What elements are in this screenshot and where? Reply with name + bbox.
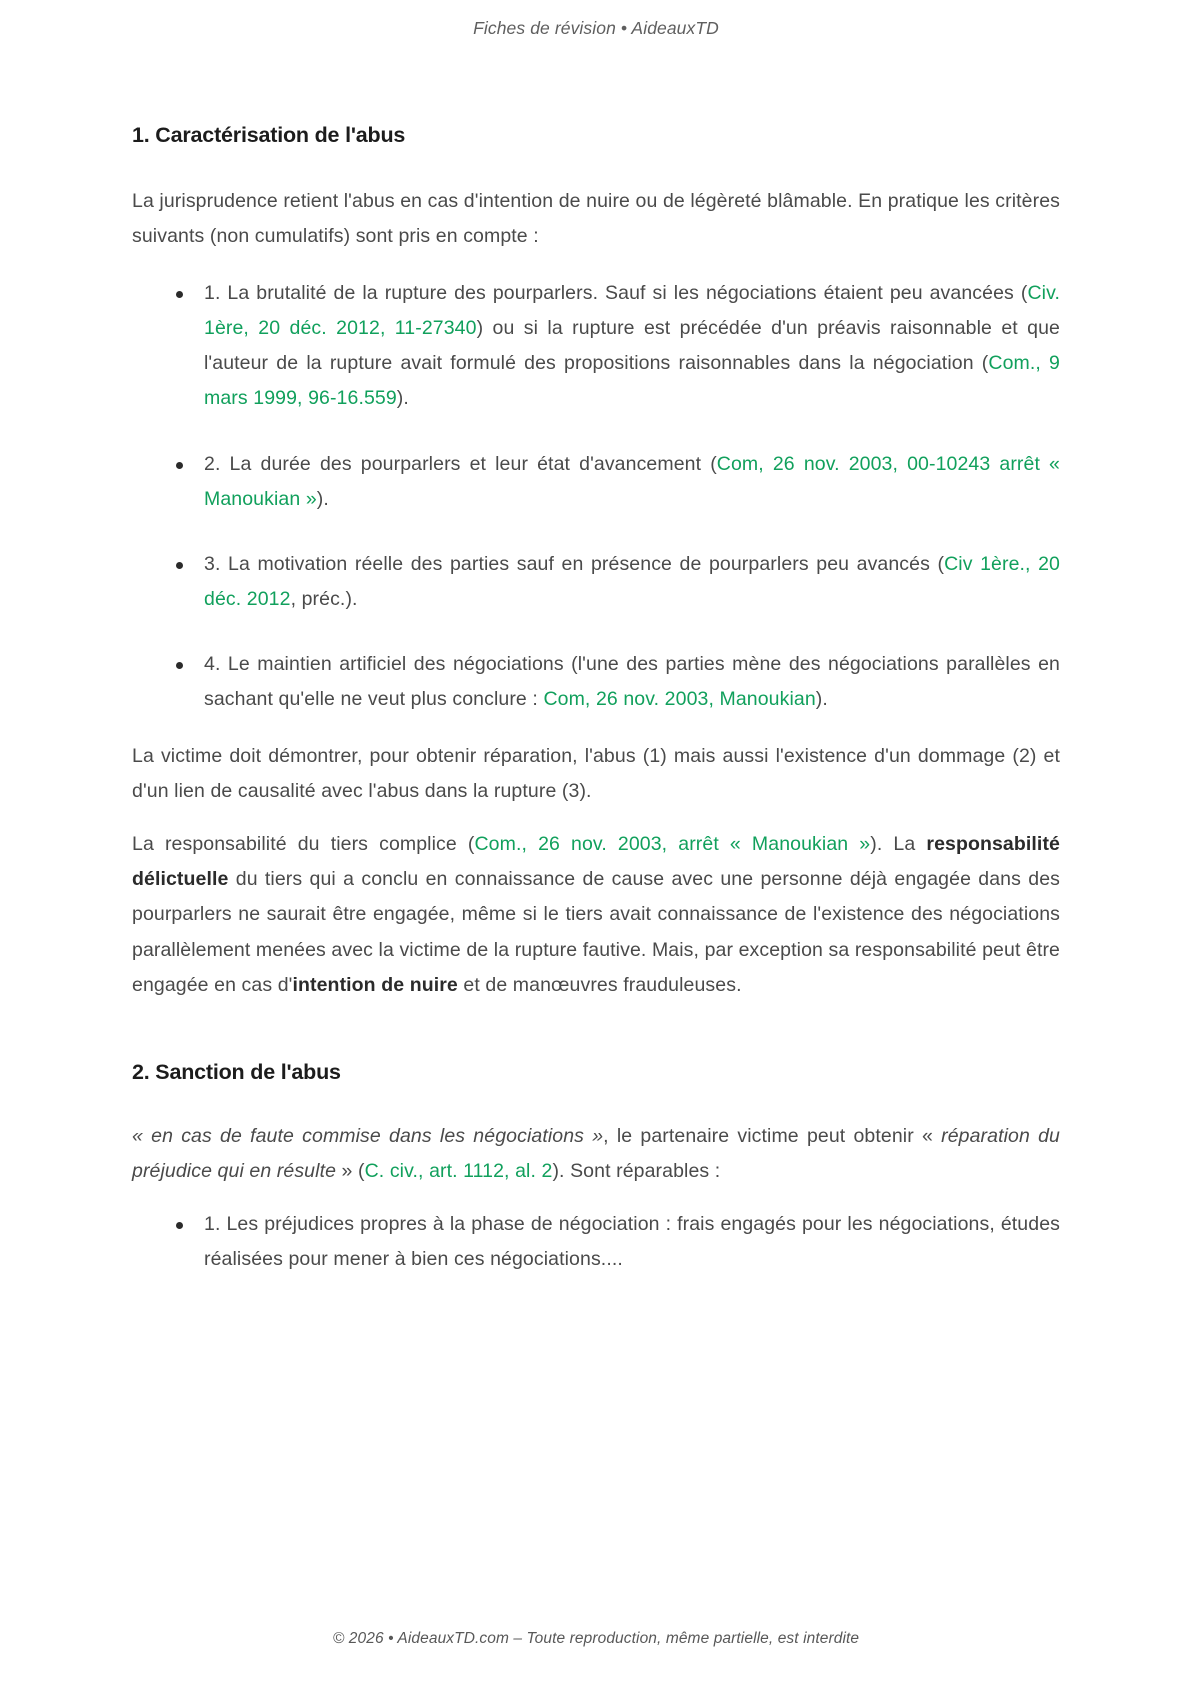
bullet-1-text-c: ). — [396, 387, 409, 410]
citation-civ-1ere-2012-prec: Civ 1ère., 20 déc. 2012 — [204, 552, 1060, 610]
bullet-2-text-b: ). — [316, 487, 329, 510]
section-2-text-a: , le partenaire victime peut obtenir « — [603, 1124, 942, 1147]
section-heading-1: 1. Caractérisation de l'abus — [132, 123, 406, 147]
bullet-1-text-a: 1. La brutalité de la rupture des pourparlers. Sauf si les négociations étaient peu avancées ( — [204, 282, 1028, 305]
third-party-text-b: ). La — [870, 833, 927, 856]
emphasis-intention-de-nuire: intention de nuire — [292, 973, 458, 996]
citation-com-2003-manoukian-2: Com, 26 nov. 2003, Manoukian — [543, 687, 816, 710]
citation-code-civil-1112: C. civ., art. 1112, al. 2 — [364, 1159, 553, 1182]
section-2-bullet-1-text: 1. Les préjudices propres à la phase de négociation : frais engagés pour les négociations, études réalisées pour mener à bien ces négociations.... — [204, 1212, 1060, 1270]
bullet-1-text-b: ) ou si la rupture est précédée d'un préavis raisonnable et que l'auteur de la rupture avait formulé des propositions raisonnables dans la négociation ( — [204, 317, 1060, 375]
bullet-4-text-a: 4. Le maintien artificiel des négociations (l'une des parties mène des négociations parallèles en sachant qu'elle ne veut plus conclure : — [204, 652, 1060, 710]
third-party-text-d: et de manœuvres frauduleuses. — [457, 973, 742, 996]
citation-com-2003-manoukian: Com, 26 nov. 2003, 00-10243 arrêt « Manoukian » — [204, 452, 1060, 510]
list-item — [174, 276, 1060, 416]
list-item — [174, 447, 1060, 517]
third-party-text-a: La responsabilité du tiers complice ( — [132, 833, 475, 856]
third-party-liability-paragraph — [132, 827, 1060, 1002]
quote-faute-commise: « en cas de faute commise dans les négociations » — [132, 1124, 604, 1147]
section-2-text-c: ). Sont réparables : — [552, 1159, 721, 1182]
section-1-intro-paragraph — [132, 184, 1060, 254]
victim-proof-paragraph — [132, 739, 1060, 809]
reparable-list-section-2 — [132, 1207, 1060, 1277]
quote-reparation-prejudice: réparation du préjudice qui en résulte — [132, 1124, 1060, 1182]
criteria-list-section-1 — [132, 276, 1060, 717]
bullet-4-text-b: ). — [815, 687, 828, 710]
citation-civ-1ere-2012: Civ. 1ère, 20 déc. 2012, 11-27340 — [204, 282, 1060, 340]
running-footer: © 2026 • AideauxTD.com – Toute reproduction, même partielle, est interdite — [332, 1630, 860, 1647]
running-header: Fiches de révision • AideauxTD — [473, 18, 719, 38]
top-spacer — [132, 44, 1060, 122]
list-item — [174, 647, 1060, 717]
intro-text: La jurisprudence retient l'abus en cas d'intention de nuire ou de légèreté blâmable. En pratique les critères suivants (non cumulatifs) sont pris en compte : — [132, 189, 1060, 248]
section-2-text-b: » ( — [336, 1159, 365, 1182]
emphasis-responsabilite-delictuelle: responsabilité délictuelle — [132, 833, 1060, 891]
section-2-intro-paragraph — [132, 1119, 1060, 1189]
section-heading-2: 2. Sanction de l'abus — [132, 1059, 341, 1084]
list-item — [174, 1207, 1060, 1277]
victim-proof-text: La victime doit démontrer, pour obtenir réparation, l'abus (1) mais aussi l'existence d'un dommage (2) et d'un lien de causalité avec l'abus dans la rupture (3). — [132, 745, 1060, 803]
bullet-3-text-a: 3. La motivation réelle des parties sauf en présence de pourparlers peu avancés ( — [204, 552, 945, 575]
bullet-2-text-a: 2. La durée des pourparlers et leur état d'avancement ( — [204, 452, 717, 475]
list-item — [174, 547, 1060, 617]
bullet-3-text-b: , préc.). — [290, 587, 358, 610]
third-party-text-c: du tiers qui a conclu en connaissance de cause avec une personne déjà engagée dans des pourparlers ne saurait être engagée, même si le tiers avait connaissance de l'existence des négociations parallèlement menées avec la victime de la rupture fautive. Mais, par exception sa responsabilité peut être engagée en cas d' — [132, 868, 1060, 996]
document-content — [0, 44, 1192, 1620]
citation-com-1999: Com., 9 mars 1999, 96-16.559 — [204, 352, 1060, 410]
citation-com-2003-manoukian-3: Com., 26 nov. 2003, arrêt « Manoukian » — [474, 833, 871, 856]
